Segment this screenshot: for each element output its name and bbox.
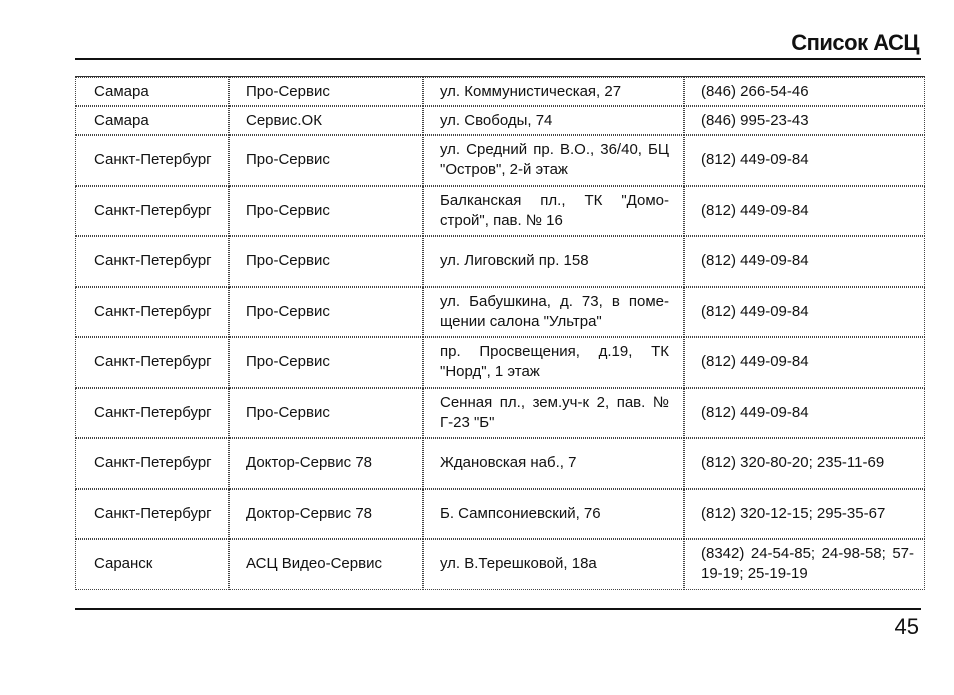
phone-cell: (812) 320-12-15; 295-35-67 [684, 489, 925, 540]
city-cell: Санкт-Петербург [75, 388, 229, 439]
table-row [75, 135, 925, 186]
phone-cell: (8342) 24-54-85; 24-98-58; 57-19-19; 25-19-19 [684, 539, 925, 590]
city-cell: Саранск [75, 539, 229, 590]
service-center-table [75, 77, 925, 590]
address-cell: пр. Просвещения, д.19, ТК "Норд", 1 этаж [423, 337, 684, 388]
company-cell: Про-Сервис [229, 236, 423, 287]
table-row [75, 287, 925, 338]
company-cell: Доктор-Сервис 78 [229, 438, 423, 489]
phone-cell: (812) 449-09-84 [684, 388, 925, 439]
table-row [75, 489, 925, 540]
phone-cell: (846) 995-23-43 [684, 106, 925, 135]
address-cell: ул. Средний пр. В.О., 36/40, БЦ "Остров", 2-й этаж [423, 135, 684, 186]
company-cell: Про-Сервис [229, 135, 423, 186]
city-cell: Самара [75, 106, 229, 135]
address-cell: Б. Сампсониевский, 76 [423, 489, 684, 540]
city-cell: Санкт-Петербург [75, 135, 229, 186]
city-cell: Санкт-Петербург [75, 337, 229, 388]
company-cell: АСЦ Видео-Сервис [229, 539, 423, 590]
phone-cell: (812) 449-09-84 [684, 337, 925, 388]
page-footer [75, 608, 921, 639]
city-cell: Санкт-Петербург [75, 186, 229, 237]
city-cell: Санкт-Петербург [75, 489, 229, 540]
company-cell: Про-Сервис [229, 388, 423, 439]
city-cell: Санкт-Петербург [75, 438, 229, 489]
address-cell: ул. Лиговский пр. 158 [423, 236, 684, 287]
address-cell: ул. Бабушкина, д. 73, в поме-щении салона "Ультра" [423, 287, 684, 338]
company-cell: Про-Сервис [229, 337, 423, 388]
address-cell: ул. В.Терешковой, 18а [423, 539, 684, 590]
company-cell: Доктор-Сервис 78 [229, 489, 423, 540]
table-row [75, 539, 925, 590]
phone-cell: (812) 449-09-84 [684, 135, 925, 186]
city-cell: Санкт-Петербург [75, 287, 229, 338]
company-cell: Про-Сервис [229, 287, 423, 338]
table-row [75, 388, 925, 439]
city-cell: Санкт-Петербург [75, 236, 229, 287]
table-row [75, 106, 925, 135]
address-cell: ул. Коммунистическая, 27 [423, 77, 684, 106]
phone-cell: (812) 320-80-20; 235-11-69 [684, 438, 925, 489]
address-cell: Сенная пл., зем.уч-к 2, пав. № Г-23 "Б" [423, 388, 684, 439]
phone-cell: (812) 449-09-84 [684, 186, 925, 237]
company-cell: Сервис.ОК [229, 106, 423, 135]
address-cell: Балканская пл., ТК "Домо-строй", пав. № 16 [423, 186, 684, 237]
page-title: Список АСЦ [791, 30, 919, 55]
page-number: 45 [894, 614, 919, 639]
table-row [75, 337, 925, 388]
table-row [75, 438, 925, 489]
table-row [75, 236, 925, 287]
company-cell: Про-Сервис [229, 77, 423, 106]
page-header [75, 28, 921, 60]
phone-cell: (812) 449-09-84 [684, 236, 925, 287]
city-cell: Самара [75, 77, 229, 106]
service-center-table-wrapper [75, 76, 925, 590]
company-cell: Про-Сервис [229, 186, 423, 237]
address-cell: Ждановская наб., 7 [423, 438, 684, 489]
phone-cell: (846) 266-54-46 [684, 77, 925, 106]
table-row [75, 186, 925, 237]
table-row [75, 77, 925, 106]
phone-cell: (812) 449-09-84 [684, 287, 925, 338]
address-cell: ул. Свободы, 74 [423, 106, 684, 135]
